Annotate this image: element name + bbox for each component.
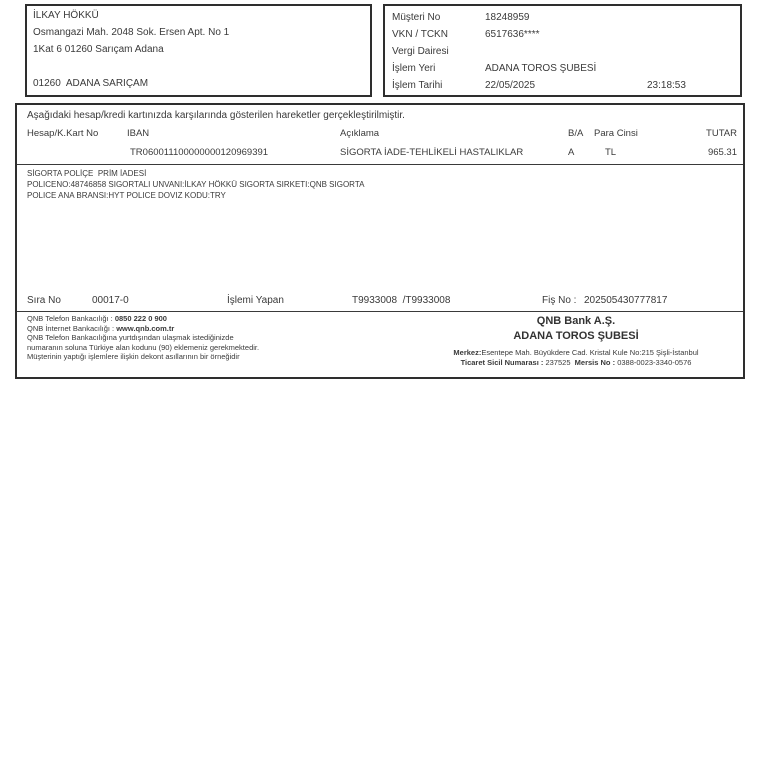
date-label: İşlem Tarihi	[392, 80, 443, 91]
islemi-yapan-label: İşlemi Yapan	[227, 295, 284, 306]
cell-description: SİGORTA İADE-TEHLİKELİ HASTALIKLAR	[340, 147, 524, 158]
intro-text: Aşağıdaki hesap/kredi kartınızda karşılarında gösterilen hareketler gerçekleştirilmiştir.	[27, 110, 405, 121]
date-value: 22/05/2025	[485, 80, 536, 91]
sira-no-label: Sıra No	[27, 295, 61, 306]
footer-phone-line	[27, 314, 259, 324]
footer-note-line-3: Müşterinin yaptığı işlemlere ilişkin dekont asıllarının bir örneğidir	[27, 352, 240, 362]
sender-name: İLKAY HÖKKÜ	[33, 10, 99, 21]
vkn-value: 6517636****	[485, 29, 540, 40]
cell-amount: 965.31	[707, 147, 737, 158]
time-value: 23:18:53	[647, 80, 686, 91]
fis-no-value: 202505430777817	[584, 295, 668, 306]
cell-currency: TL	[605, 147, 617, 158]
mersis-label: Mersis No :	[570, 357, 618, 367]
footer-phone-label: QNB Telefon Bankacılığı :	[27, 314, 115, 323]
footer-web-line	[27, 324, 259, 334]
tax-office-label: Vergi Dairesi	[392, 46, 449, 57]
separator-line-bottom	[17, 311, 743, 312]
footer-note-line-2: numaranın soluna Türkiye alan kodunu (90) eklemeniz gerekmektedir.	[27, 342, 260, 352]
cell-iban: TR060011100000000120969391	[130, 147, 269, 158]
customer-no-label: Müşteri No	[392, 12, 441, 23]
footer-bank-block	[415, 314, 737, 367]
branch-label: İşlem Yeri	[392, 63, 436, 74]
vkn-label: VKN / TCKN	[392, 29, 448, 40]
header-account: Hesap/K.Kart No	[27, 128, 99, 139]
bank-registry-line	[415, 358, 737, 368]
sender-address-1: Osmangazi Mah. 2048 Sok. Ersen Apt. No 1	[33, 27, 230, 38]
trade-registry-label: Ticaret Sicil Numarası :	[460, 357, 546, 367]
header-currency: Para Cinsi	[594, 128, 638, 139]
footer-web-label: QNB İnternet Bankacılığı :	[27, 323, 117, 333]
sender-city-line: 01260 ADANA SARIÇAM	[33, 78, 149, 89]
detail-line-2: POLICENO:48746858 SIGORTALI UNVANI:İLKAY HÖKKÜ SIGORTA SIRKETI:QNB SIGORTA	[27, 180, 365, 189]
footer-note-line-1: QNB Telefon Bankacılığına yurtdışından ulaşmak istediğinizde	[27, 333, 234, 343]
header-iban: IBAN	[127, 128, 150, 139]
trade-registry-number: 237525	[545, 357, 571, 367]
hq-address: Esentepe Mah. Büyükdere Cad. Kristal Kule No:215 Şişli-İstanbul	[481, 348, 699, 357]
hq-label: Merkez:	[453, 348, 482, 357]
header-description: Açıklama	[340, 128, 380, 139]
sira-no-value: 00017-0	[92, 295, 129, 306]
footer-web-address: www.qnb.com.tr	[116, 323, 175, 333]
customer-no-value: 18248959	[485, 12, 530, 23]
footer-contact-block	[27, 314, 259, 362]
transaction-box	[15, 103, 745, 379]
sender-address-2: 1Kat 6 01260 Sarıçam Adana	[33, 44, 164, 55]
mersis-number: 0388-0023-3340-0576	[617, 357, 692, 367]
header-ba: B/A	[568, 128, 584, 139]
fis-no-label: Fiş No :	[542, 295, 577, 306]
footer-phone-number: 0850 222 0 900	[114, 314, 167, 323]
sender-address-box	[25, 4, 372, 97]
cell-ba: A	[568, 147, 575, 158]
detail-line-3: POLICE ANA BRANSI:HYT POLICE DOVIZ KODU:TRY	[27, 191, 226, 200]
branch-value: ADANA TOROS ŞUBESİ	[485, 63, 597, 74]
branch-name: ADANA TOROS ŞUBESİ	[513, 330, 639, 342]
separator-line-top	[17, 164, 743, 165]
bank-name: QNB Bank A.Ş.	[536, 315, 616, 327]
customer-info-box	[383, 4, 742, 97]
header-amount: TUTAR	[706, 128, 737, 139]
detail-line-1: SİGORTA POLİÇE PRİM İADESİ	[27, 169, 147, 178]
islemi-yapan-value: T9933008 /T9933008	[352, 295, 451, 306]
bank-hq-line	[415, 348, 737, 358]
